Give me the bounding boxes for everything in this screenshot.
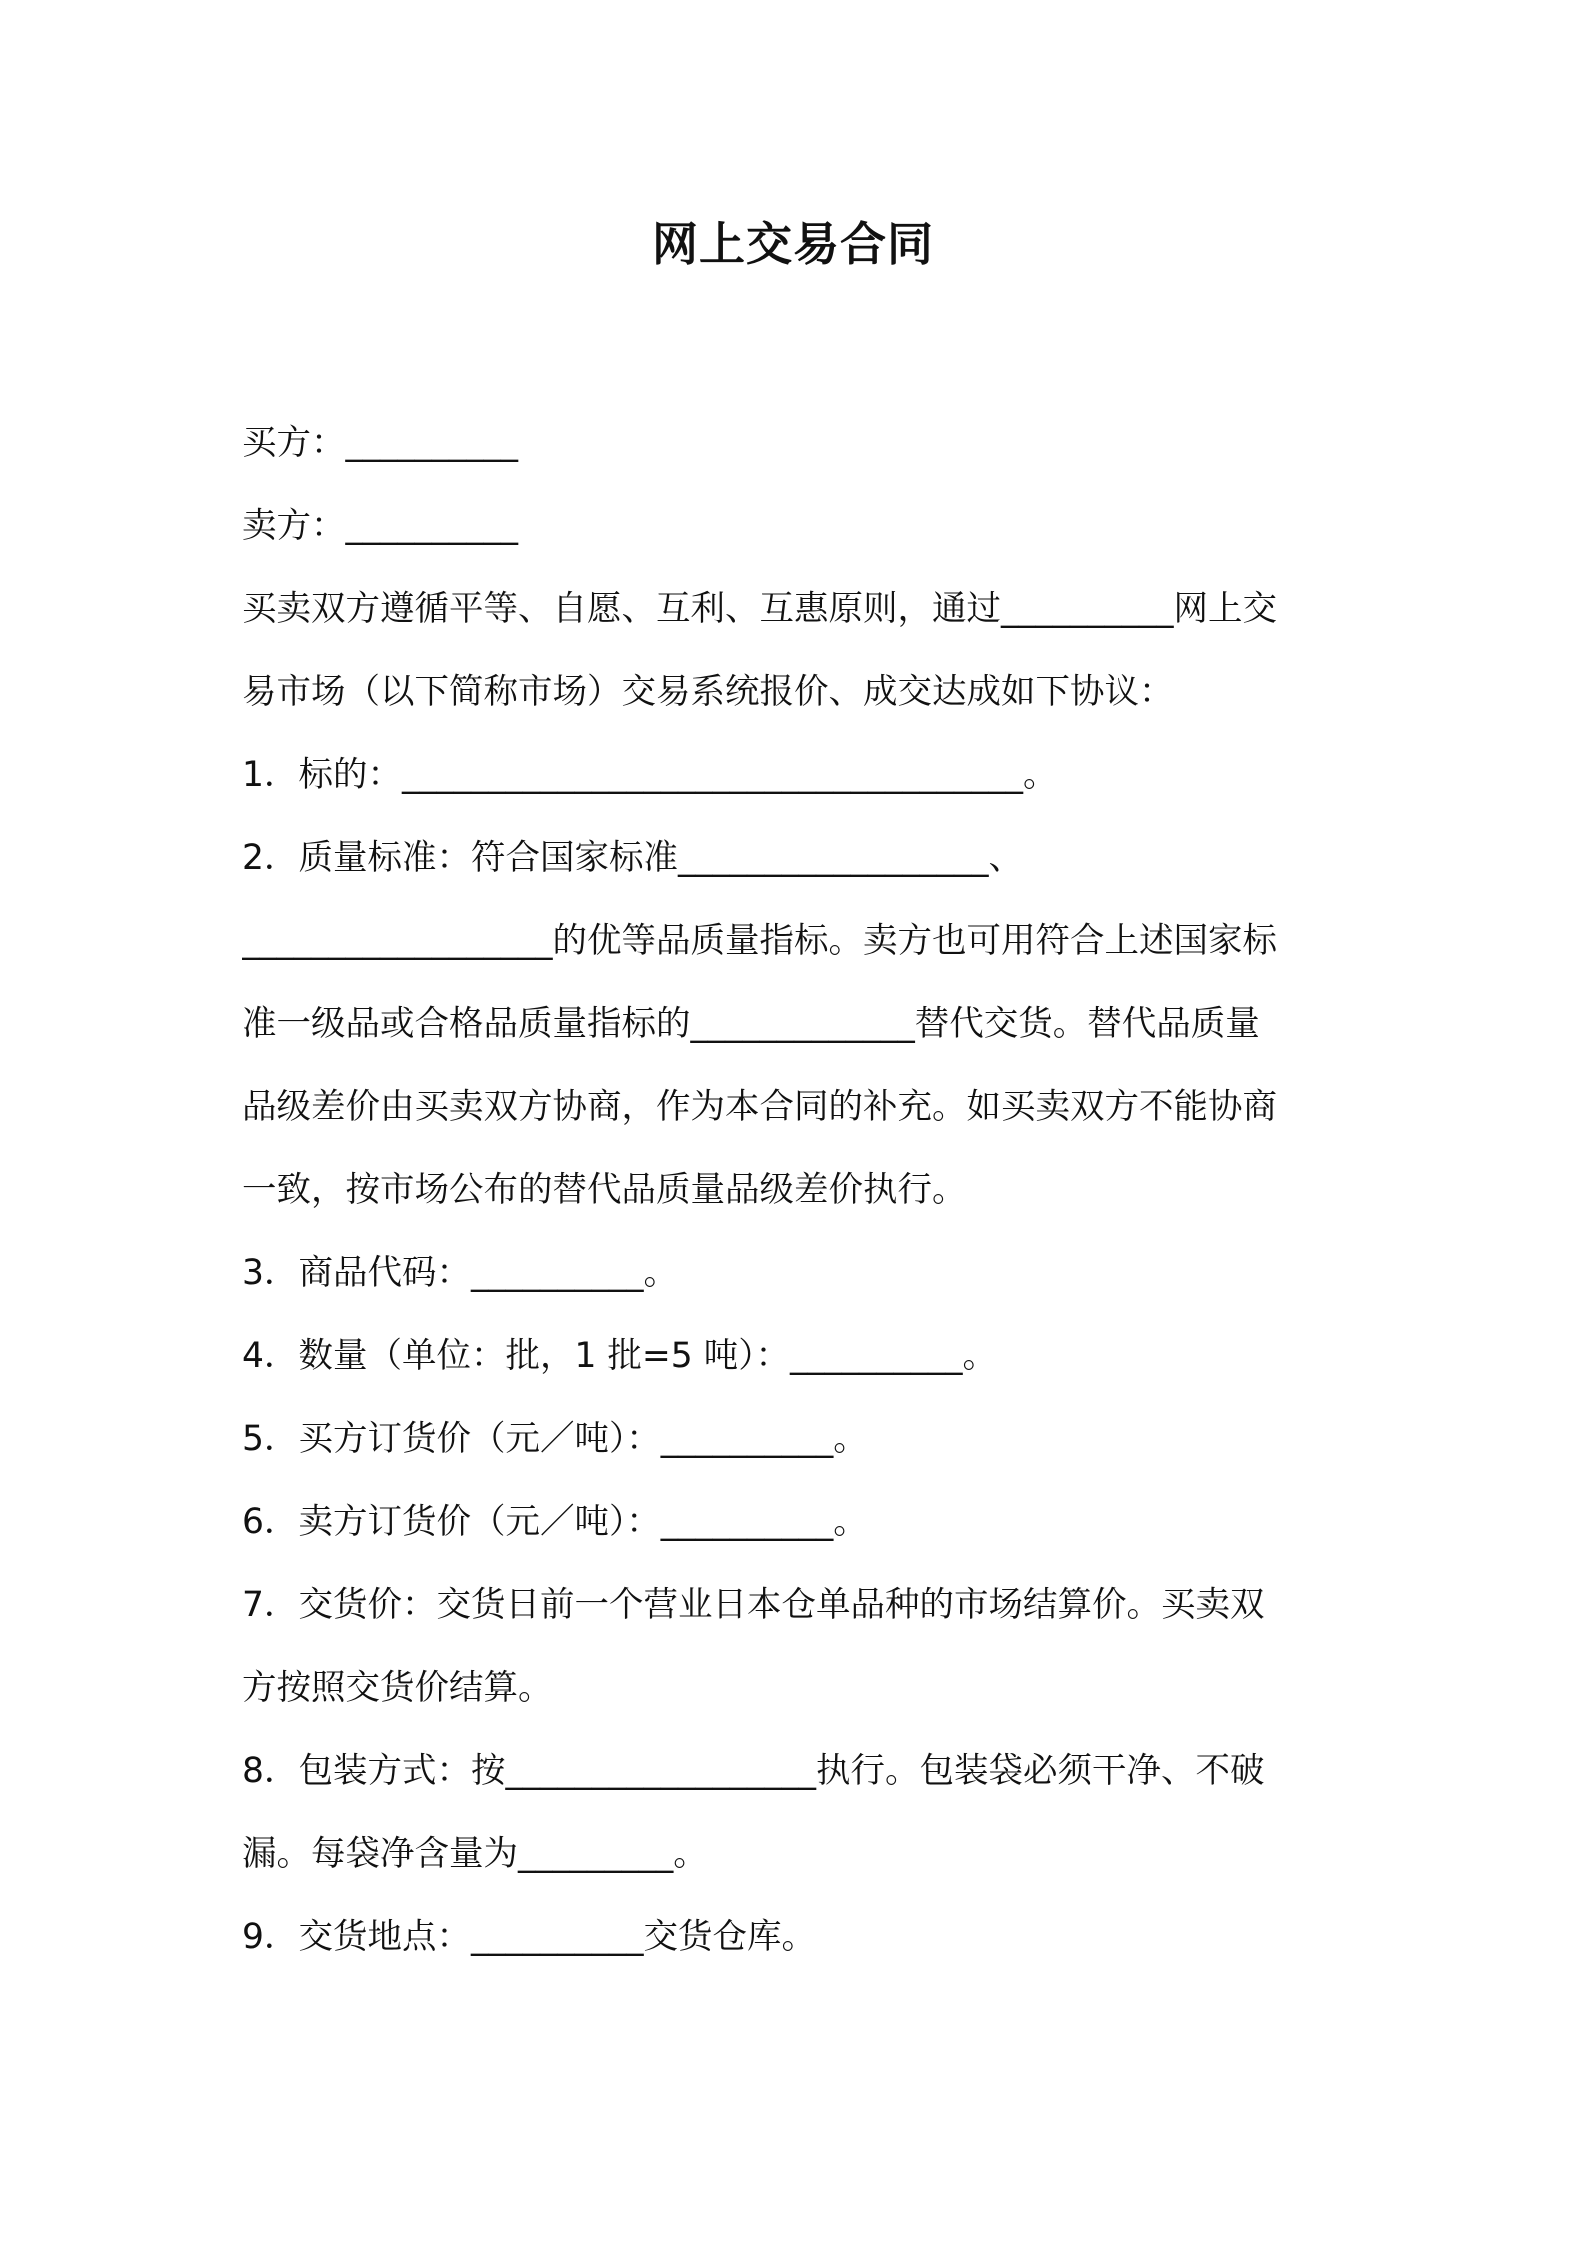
preamble-line-1: 买卖双方遵循平等、自愿、互利、互惠原则，通过__________网上交 — [242, 589, 1277, 629]
clause-7-line-2: 方按照交货价结算。 — [242, 1668, 553, 1708]
clause-2-line-5: 一致，按市场公布的替代品质量品级差价执行。 — [242, 1170, 967, 1210]
preamble-line-2: 易市场（以下简称市场）交易系统报价、成交达成如下协议： — [242, 672, 1174, 712]
clause-8-line-2: 漏。每袋净含量为_________。 — [242, 1834, 708, 1874]
document-title: 网上交易合同 — [652, 217, 934, 271]
clause-9-location: 9．交货地点：__________交货仓库。 — [242, 1917, 816, 1957]
clause-8-line-1: 8．包装方式：按__________________执行。包装袋必须干净、不破 — [242, 1751, 1265, 1791]
clause-7-line-1: 7．交货价：交货日前一个营业日本仓单品种的市场结算价。买卖双 — [242, 1585, 1265, 1625]
clause-2-line-1: 2．质量标准：符合国家标准__________________、 — [242, 838, 1023, 878]
clause-2-line-4: 品级差价由买卖双方协商，作为本合同的补充。如买卖双方不能协商 — [242, 1087, 1277, 1127]
clause-2-line-2: __________________的优等品质量指标。卖方也可用符合上述国家标 — [242, 921, 1277, 961]
clause-5-buyer-price: 5．买方订货价（元／吨）：__________。 — [242, 1419, 868, 1459]
clause-3-code: 3．商品代码：__________。 — [242, 1253, 678, 1293]
clause-4-quantity: 4．数量（单位：批，1 批=5 吨）：__________。 — [242, 1336, 997, 1376]
buyer-line: 买方：__________ — [242, 423, 518, 463]
clause-6-seller-price: 6．卖方订货价（元／吨）：__________。 — [242, 1502, 868, 1542]
seller-line: 卖方：__________ — [242, 506, 518, 546]
clause-1-subject: 1．标的：____________________________________。 — [242, 755, 1058, 795]
document-body — [242, 402, 1362, 1979]
clause-2-line-3: 准一级品或合格品质量指标的_____________替代交货。替代品质量 — [242, 1004, 1260, 1044]
